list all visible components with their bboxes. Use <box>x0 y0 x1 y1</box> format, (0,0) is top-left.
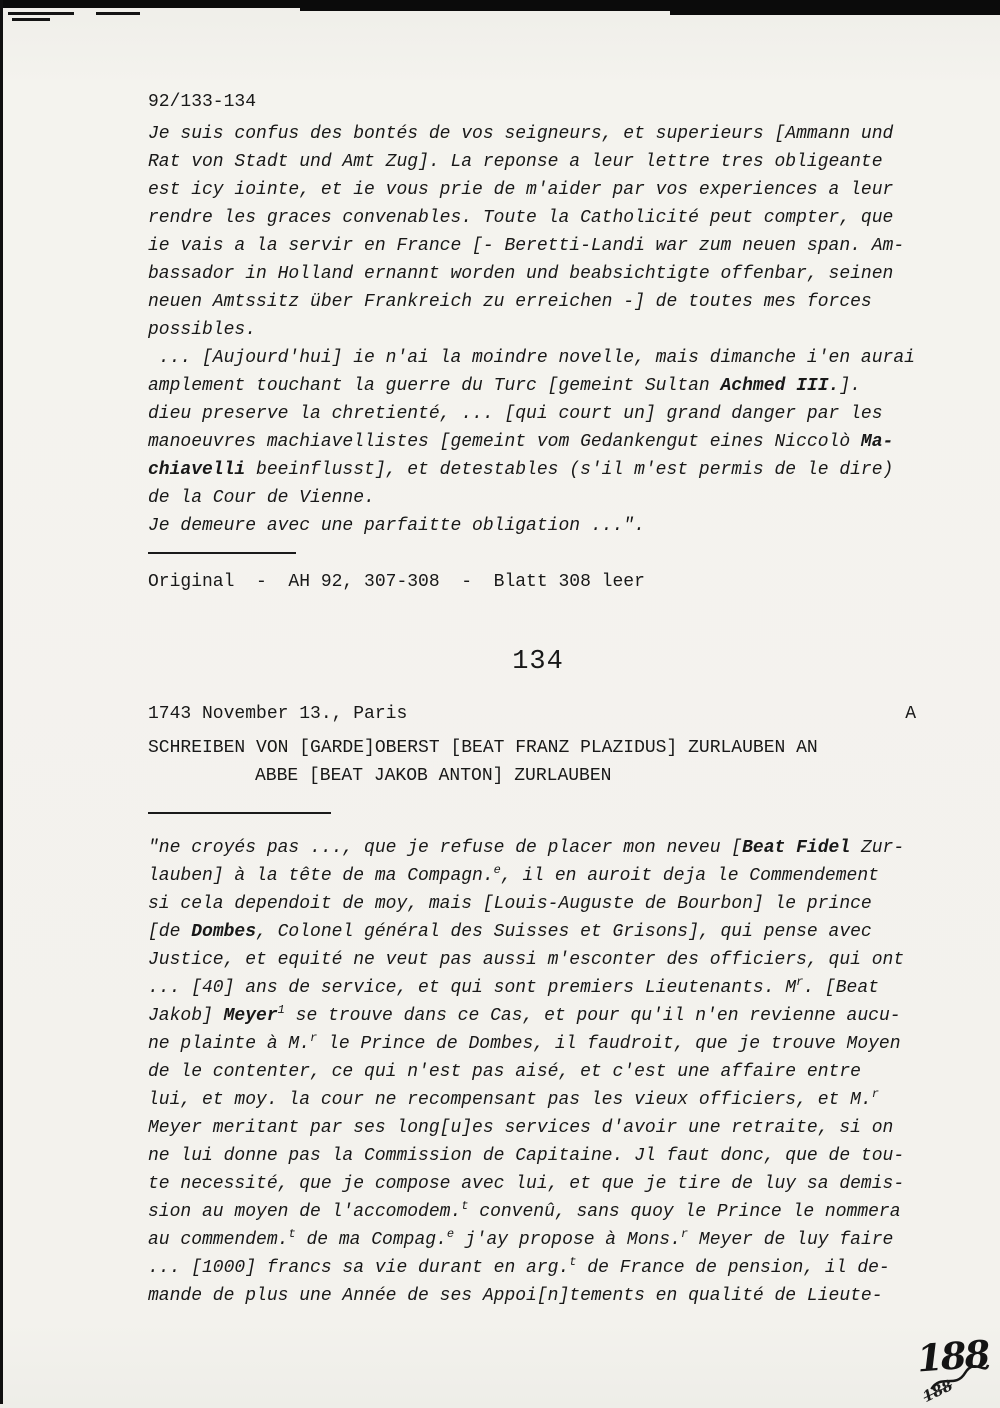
scan-artifact-dash <box>96 12 140 15</box>
text-line: mande de plus une Année de ses Appoi[n]tements en qualité de Lieute- <box>148 1286 883 1306</box>
corner-mark: A <box>905 704 916 724</box>
text-line: Jakob] Meyer$^1$ se trouve dans ce Cas, et pour qu'il n'en revienne aucu- <box>148 1003 901 1026</box>
text-line: ... [1000] francs sa vie durant en arg.$^t$ de France de pension, il de- <box>148 1255 890 1278</box>
source-note: Original - AH 92, 307-308 - Blatt 308 leer <box>148 572 645 592</box>
separator-rule <box>148 812 331 814</box>
handwritten-page-number <box>915 1331 994 1406</box>
text-line: Rat von Stadt und Amt Zug]. La reponse a leur lettre tres obligeante <box>148 152 883 172</box>
page-content <box>148 88 928 1310</box>
scan-artifact-dash <box>12 18 50 21</box>
text-line: ... [40] ans de service, et qui sont premiers Lieutenants. $M^r$. [Beat <box>148 975 879 998</box>
text-line: si cela dependoit de moy, mais [Louis-Auguste de Bourbon] le prince <box>148 894 872 914</box>
text-line: lauben] à la tête de ma Compagn.$^e$, il en auroit deja le Commendement <box>148 863 879 886</box>
entry-dateline <box>148 700 928 728</box>
text-line: bassador in Holland ernannt worden und beabsichtigte offenbar, seinen <box>148 264 894 284</box>
letter-133-excerpt <box>148 120 928 540</box>
text-line: au commendem.$^t$ de ma Compag.$^e$ j'ay propose à Mons.$^r$ Meyer de luy faire <box>148 1227 894 1250</box>
scan-artifact-dash <box>8 12 74 15</box>
separator-rule <box>148 552 296 554</box>
scan-artifact-left-edge <box>0 0 3 1404</box>
text-line: "ne croyés pas ..., que je refuse de placer mon neveu [Beat Fidel Zur- <box>148 838 905 858</box>
entry-title-line2: ABBE [BEAT JAKOB ANTON] ZURLAUBEN <box>255 766 612 786</box>
text-line: Je suis confus des bontés de vos seigneurs, et superieurs [Ammann und <box>148 124 894 144</box>
text-line: est icy iointe, et ie vous prie de m'aider par vos experiences a leur <box>148 180 894 200</box>
scan-artifact-top-edge-right <box>670 0 1000 15</box>
text-line: dieu preserve la chretienté, ... [qui court un] grand danger par les <box>148 404 883 424</box>
entry-date: 1743 November 13., Paris <box>148 704 408 724</box>
text-line: [de Dombes, Colonel général des Suisses et Grisons], qui pense avec <box>148 922 872 942</box>
page-reference: 92/133-134 <box>148 92 257 112</box>
text-line: Je demeure avec une parfaitte obligation ...". <box>148 516 645 536</box>
text-line: ... [Aujourd'hui] ie n'ai la moindre novelle, mais dimanche i'en aurai <box>148 348 915 368</box>
page-number-main: 188 <box>915 1331 990 1381</box>
text-line: Meyer meritant par ses long[u]es services d'avoir une retraite, si on <box>148 1118 894 1138</box>
entry-title-line1: SCHREIBEN VON [GARDE]OBERST [BEAT FRANZ PLAZIDUS] ZURLAUBEN AN <box>148 738 818 758</box>
page-number-crossed: 188 <box>919 1376 956 1406</box>
letter-134-excerpt <box>148 834 928 1310</box>
text-line: ie vais a la servir en France [- Beretti-Landi war zum neuen span. Am- <box>148 236 905 256</box>
text-line: possibles. <box>148 320 257 340</box>
text-line: rendre les graces convenables. Toute la Catholicité peut compter, que <box>148 208 894 228</box>
text-line: neuen Amtssitz über Frankreich zu erreichen -] de toutes mes forces <box>148 292 872 312</box>
text-line: ne plainte à M.$^r$ le Prince de Dombes, il faudroit, que je trouve Moyen <box>148 1031 901 1054</box>
text-line: amplement touchant la guerre du Turc [gemeint Sultan Achmed III.]. <box>148 376 861 396</box>
text-line: te necessité, que je compose avec lui, et que je tire de luy sa demis- <box>148 1174 905 1194</box>
text-line: sion au moyen de l'accomodem.$^t$ convenû, sans quoy le Prince le nommera <box>148 1199 901 1222</box>
entry-title <box>148 734 928 790</box>
text-line: ne lui donne pas la Commission de Capitaine. Jl faut donc, que de tou- <box>148 1146 905 1166</box>
text-line: de la Cour de Vienne. <box>148 488 375 508</box>
text-line: lui, et moy. la cour ne recompensant pas les vieux officiers, et M.$^r$ <box>148 1087 879 1110</box>
text-line: Justice, et equité ne veut pas aussi m'esconter des officiers, qui ont <box>148 950 905 970</box>
text-line: chiavelli beeinflusst], et detestables (s'il m'est permis de le dire) <box>148 460 894 480</box>
text-line: de le contenter, ce qui n'est pas aisé, et c'est une affaire entre <box>148 1062 861 1082</box>
text-line: manoeuvres machiavellistes [gemeint vom Gedankengut eines Niccolò Ma- <box>148 432 894 452</box>
scan-artifact-top-edge-mid <box>300 0 720 11</box>
entry-number: 134 <box>512 647 564 677</box>
